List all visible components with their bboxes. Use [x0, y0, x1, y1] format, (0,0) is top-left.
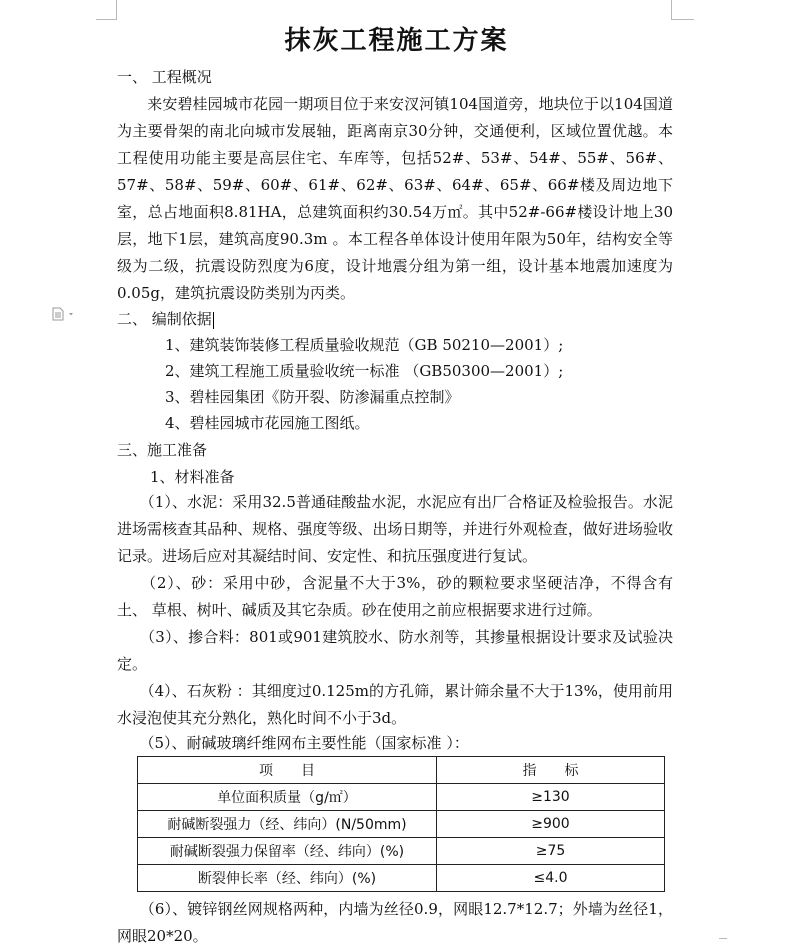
table-cell-item: 耐碱断裂强力保留率（经、纬向）(%) [138, 838, 437, 865]
table-row [138, 838, 665, 865]
basis-item-3: 3、碧桂园集团《防开裂、防渗漏重点控制》 [165, 388, 460, 406]
basis-item-4: 4、碧桂园城市花园施工图纸。 [165, 414, 370, 432]
crop-mark-top-left-v [116, 0, 117, 20]
materials-subheading: 1、材料准备 [150, 468, 235, 486]
table-cell-item: 耐碱断裂强力（经、纬向）(N/50mm) [138, 811, 437, 838]
table-header-row [138, 757, 665, 784]
mesh-paragraph: （5）、耐碱玻璃纤维网布主要性能（国家标准 ）： [117, 734, 469, 752]
table-cell-item: 单位面积质量（g/㎡） [138, 784, 437, 811]
cement-paragraph: （1）、水泥：采用32.5普通硅酸盐水泥，水泥应有出厂合格证及检验报告。水泥进场需核查其品种、规格、强度等级、出场日期等，并进行外观检查，做好进场验收记录。进场后应对其凝结时间、安定性、和抗压强度进行复试。 [117, 493, 673, 565]
wire-mesh-paragraph: （6）、镀锌钢丝网规格两种，内墙为丝径0.9，网眼12.7*12.7；外墙为丝径1，网眼20*20。 [117, 900, 673, 945]
table-row [138, 865, 665, 892]
crop-mark-top-right-v [671, 0, 672, 20]
basis-item-2: 2、建筑工程施工质量验收统一标准 （GB50300—2001）; [165, 362, 564, 380]
section2-heading [117, 309, 214, 329]
sand-paragraph: （2）、砂：采用中砂，含泥量不大于3%，砂的颗粒要求坚硬洁净，不得含有土、 草根、树叶、碱质及其它杂质。砂在使用之前应根据要求进行过筛。 [117, 574, 673, 619]
text-cursor [213, 312, 214, 329]
table-cell-value: ≥900 [437, 811, 665, 838]
table-cell-value: ≥130 [437, 784, 665, 811]
section1-heading: 一、 工程概况 [117, 68, 212, 86]
admixture-paragraph: （3）、掺合料：801或901建筑胶水、防水剂等，其掺量根据设计要求及试验决定。 [117, 628, 673, 673]
section1-body: 来安碧桂园城市花园一期项目位于来安汊河镇104国道旁，地块位于以104国道为主要骨架的南北向城市发展轴，距离南京30分钟，交通便利，区域位置优越。本工程使用功能主要是高层住宅、车库等，包括52#、53#、54#、55#、56#、57#、58#、59#、60#、61#、62#、63#、64#、65#、66#楼及周边地下室，总占地面积8.81HA，总建筑面积约30.54万㎡。其中52#-66#楼设计地上30层，地下1层，建筑高度90.3m 。本工程各单体设计使用年限为50年，结构安全等级为二级，抗震设防烈度为6度，设计地震分组为第一组，设计基本地震加速度为0.05g，建筑抗震设防类别为丙类。 [117, 95, 673, 302]
document-icon[interactable] [52, 306, 76, 325]
basis-item-1: 1、建筑装饰装修工程质量验收规范（GB 50210—2001）; [165, 336, 564, 354]
lime-paragraph: （4）、石灰粉 ：其细度过0.125m的方孔筛，累计筛余量不大于13%，使用前用水浸泡使其充分熟化，熟化时间不小于3d。 [117, 682, 673, 727]
table-header-index: 指 标 [437, 757, 665, 784]
table-row [138, 784, 665, 811]
table-cell-value: ≤4.0 [437, 865, 665, 892]
table-row [138, 811, 665, 838]
crop-mark-bottom-right [719, 938, 727, 939]
section3-heading: 三、施工准备 [117, 441, 208, 459]
table-cell-item: 断裂伸长率（经、纬向）(%) [138, 865, 437, 892]
mesh-spec-table [137, 756, 665, 892]
document-title: 抹灰工程施工方案 [284, 26, 509, 56]
section2-heading-text: 二、 编制依据 [117, 310, 212, 328]
table-header-item: 项 目 [138, 757, 437, 784]
table-cell-value: ≥75 [437, 838, 665, 865]
